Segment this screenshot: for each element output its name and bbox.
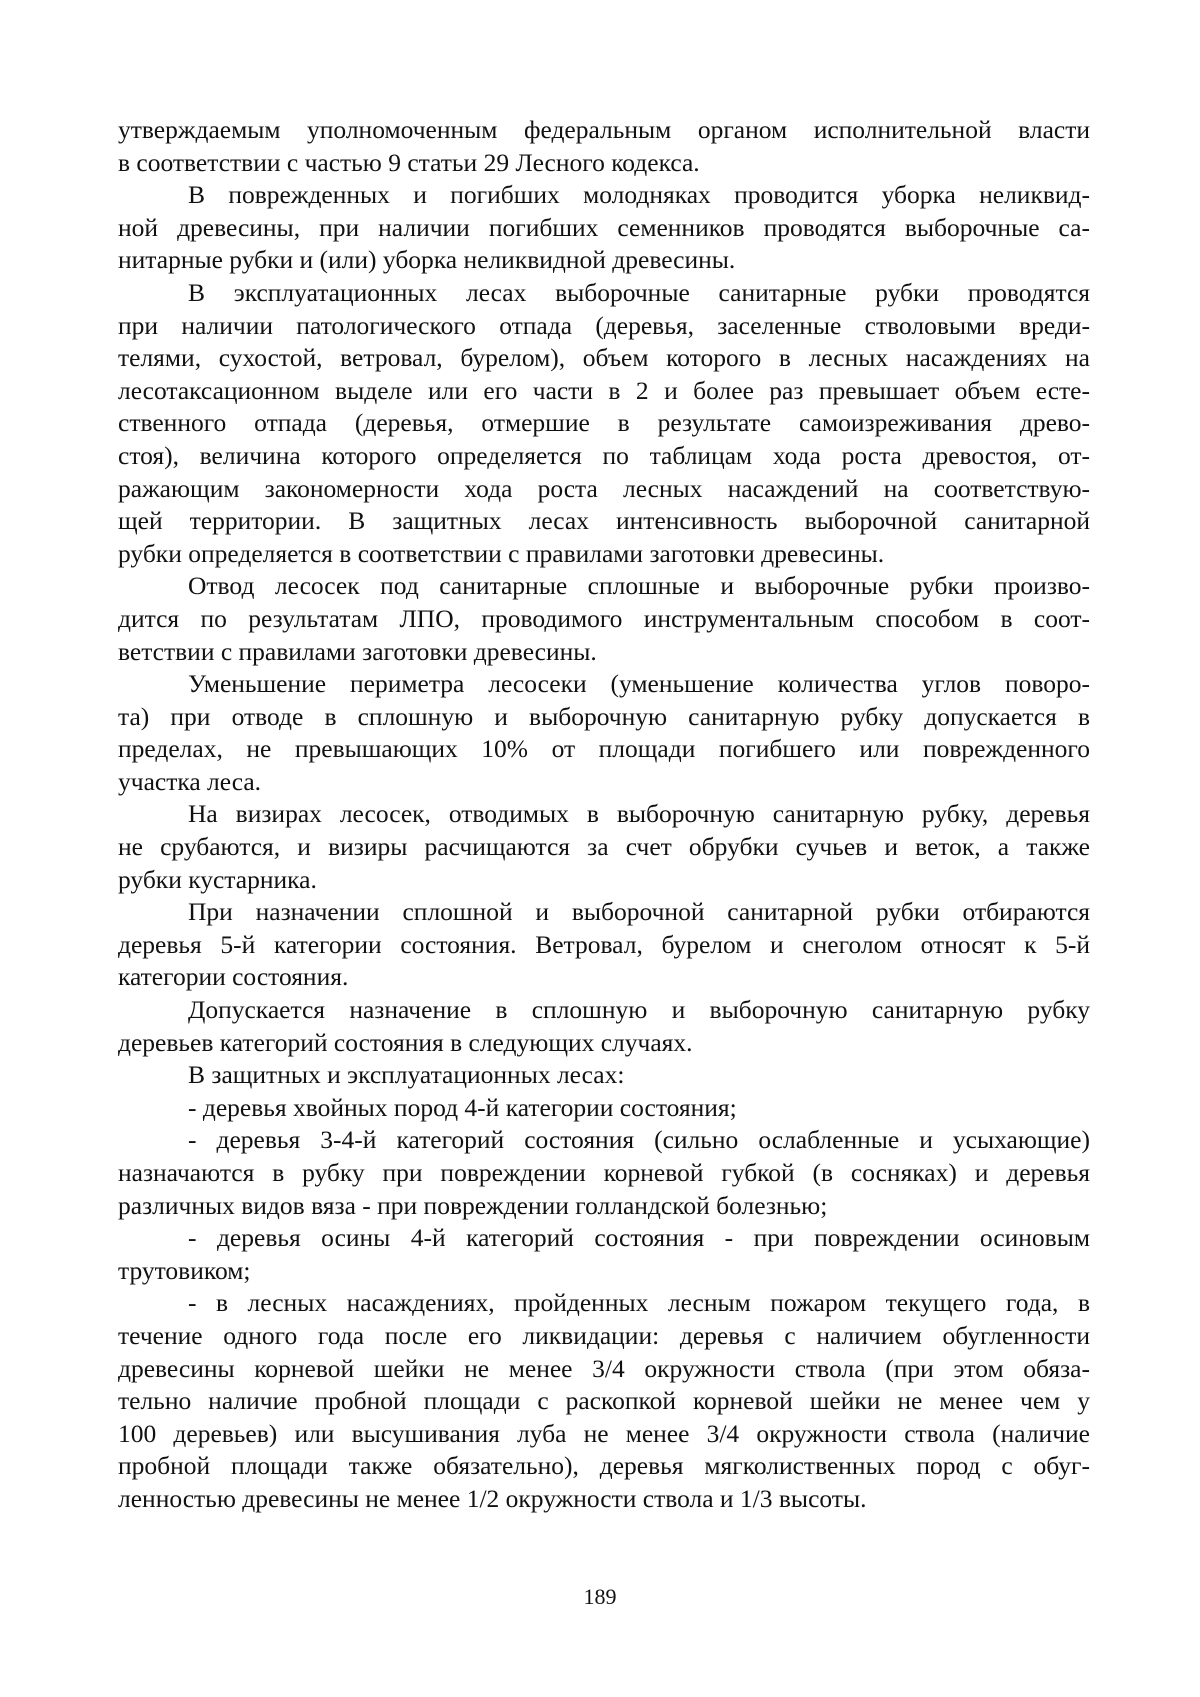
page-number: 189 (583, 1584, 617, 1609)
text-line: - в лесных насаждениях, пройденных лесным пожаром текущего года, в (188, 1288, 1090, 1318)
text-line: 100 деревьев) или высушивания луба не менее 3/4 окружности ствола (наличие (118, 1418, 1090, 1448)
text-line: лесотаксационном выделе или его части в 2 и более раз превышает объем есте- (118, 375, 1090, 405)
text-line: пробной площади также обязательно), деревья мягколиственных пород с обуг- (118, 1451, 1090, 1481)
text-line: назначаются в рубку при повреждении корневой губкой (в сосняках) и деревья (118, 1158, 1090, 1187)
text-line: древесины корневой шейки не менее 3/4 окружности ствола (при этом обяза- (118, 1353, 1090, 1383)
text-line: та) при отводе в сплошную и выборочную санитарную рубку допускается в (118, 701, 1090, 731)
text-line: На визирах лесосек, отводимых в выборочную санитарную рубку, деревья (188, 799, 1090, 829)
text-line: нитарные рубки и (или) уборка неликвидной древесины. (118, 245, 736, 275)
text-line: При назначении сплошной и выборочной санитарной рубки отбираются (188, 897, 1090, 927)
text-line: В защитных и эксплуатационных лесах: (188, 1060, 625, 1090)
text-line: участка леса. (118, 766, 262, 796)
text-line: утверждаемым уполномоченным федеральным органом исполнительной власти (118, 115, 1090, 144)
text-line: не срубаются, и визиры расчищаются за счет обрубки сучьев и веток, а также (118, 832, 1090, 862)
text-line: рубки определяется в соответствии с правилами заготовки древесины. (118, 538, 885, 568)
text-line: при наличии патологического отпада (деревья, заселенные стволовыми вреди- (118, 310, 1090, 340)
text-line: трутовиком; (118, 1255, 251, 1285)
text-line: ветствии с правилами заготовки древесины. (118, 636, 597, 666)
text-line: ственного отпада (деревья, отмершие в результате самоизреживания древо- (118, 408, 1090, 438)
text-line: ной древесины, при наличии погибших семенников проводятся выборочные са- (118, 212, 1090, 242)
text-line: Уменьшение периметра лесосеки (уменьшение количества углов поворо- (188, 669, 1090, 699)
text-line: стоя), величина которого определяется по таблицам хода роста древостоя, от- (118, 440, 1090, 470)
text-line: ленностью древесины не менее 1/2 окружности ствола и 1/3 высоты. (118, 1483, 867, 1513)
text-line: В поврежденных и погибших молодняках проводится уборка неликвид- (188, 180, 1090, 210)
text-line: тельно наличие пробной площади с раскопкой корневой шейки не менее чем у (118, 1386, 1090, 1416)
text-line: - деревья 3-4-й категорий состояния (сильно ослабленные и усыхающие) (188, 1125, 1090, 1155)
text-line: В эксплуатационных лесах выборочные санитарные рубки проводятся (188, 277, 1090, 307)
text-line: Допускается назначение в сплошную и выборочную санитарную рубку (188, 995, 1090, 1025)
text-line: Отвод лесосек под санитарные сплошные и выборочные рубки произво- (188, 571, 1090, 601)
text-line: различных видов вяза - при повреждении голландской болезнью; (118, 1190, 828, 1220)
text-line: рубки кустарника. (118, 864, 317, 894)
text-line: пределах, не превышающих 10% от площади погибшего или поврежденного (118, 734, 1090, 764)
text-line: в соответствии с частью 9 статьи 29 Лесного кодекса. (118, 147, 700, 177)
text-line: деревьев категорий состояния в следующих случаях. (118, 1027, 693, 1057)
text-line: - деревья осины 4-й категорий состояния - при повреждении осиновым (188, 1223, 1090, 1253)
text-line: дится по результатам ЛПО, проводимого инструментальным способом в соот- (118, 603, 1090, 633)
text-line: ражающим закономерности хода роста лесных насаждений на соответствую- (118, 473, 1090, 503)
text-line: течение одного года после его ликвидации: деревья с наличием обугленности (118, 1320, 1090, 1350)
page-body (118, 114, 1090, 1516)
text-line: деревья 5-й категории состояния. Ветровал, бурелом и снеголом относят к 5-й (118, 929, 1090, 959)
text-line: категории состояния. (118, 962, 349, 992)
text-line: - деревья хвойных пород 4-й категории состояния; (188, 1092, 737, 1122)
text-line: щей территории. В защитных лесах интенсивность выборочной санитарной (118, 506, 1090, 536)
text-line: телями, сухостой, ветровал, бурелом), объем которого в лесных насаждениях на (118, 343, 1090, 373)
